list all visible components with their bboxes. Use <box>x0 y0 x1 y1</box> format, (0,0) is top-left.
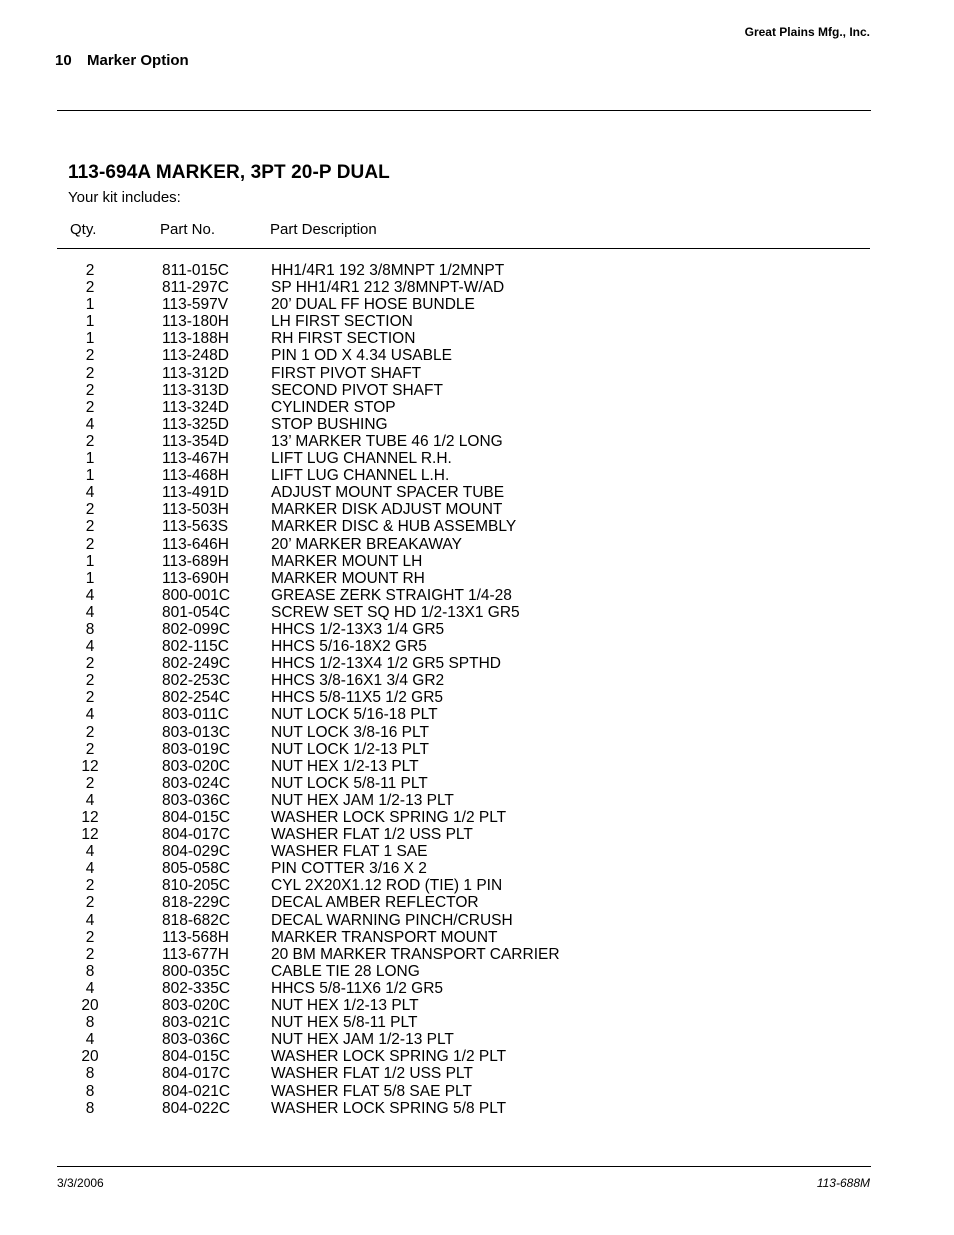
table-row <box>0 262 954 279</box>
part-description: DECAL WARNING PINCH/CRUSH <box>271 911 513 929</box>
part-description: NUT HEX 1/2-13 PLT <box>271 757 419 775</box>
part-description: WASHER LOCK SPRING 1/2 PLT <box>271 1048 507 1066</box>
part-qty: 2 <box>85 894 95 912</box>
part-description: HH1/4R1 192 3/8MNPT 1/2MNPT <box>271 262 505 279</box>
part-description: LIFT LUG CHANNEL R.H. <box>271 450 452 468</box>
table-row <box>0 1048 954 1065</box>
table-row <box>0 877 954 894</box>
part-qty: 2 <box>85 381 95 399</box>
table-row <box>0 724 954 741</box>
table-row <box>0 963 954 980</box>
part-number: 802-099C <box>162 620 231 638</box>
table-row <box>0 416 954 433</box>
part-qty: 1 <box>85 450 95 468</box>
part-number: 113-312D <box>162 364 229 382</box>
part-number: 804-022C <box>162 1099 231 1117</box>
part-number: 113-180H <box>162 313 229 331</box>
table-row <box>0 929 954 946</box>
part-description: HHCS 5/8-11X5 1/2 GR5 <box>271 689 444 707</box>
part-qty: 4 <box>85 979 95 997</box>
part-qty: 2 <box>85 774 95 792</box>
part-description: NUT HEX 5/8-11 PLT <box>271 1014 418 1032</box>
table-row <box>0 518 954 535</box>
table-row <box>0 433 954 450</box>
table-row <box>0 792 954 809</box>
part-number: 113-689H <box>162 552 229 570</box>
part-qty: 2 <box>85 723 95 741</box>
part-number: 805-058C <box>162 860 231 878</box>
part-qty: 2 <box>85 655 95 673</box>
kit-title: 113-694A MARKER, 3PT 20-P DUAL <box>68 162 390 183</box>
part-description: MARKER DISC & HUB ASSEMBLY <box>271 518 517 536</box>
part-description: MARKER MOUNT RH <box>271 569 425 587</box>
table-row <box>0 536 954 553</box>
part-number: 810-205C <box>162 877 231 895</box>
part-qty: 4 <box>85 603 95 621</box>
table-row <box>0 1065 954 1082</box>
part-description: CABLE TIE 28 LONG <box>271 962 420 980</box>
part-qty: 8 <box>85 1082 95 1100</box>
table-row <box>0 365 954 382</box>
part-qty: 2 <box>85 347 95 365</box>
table-row <box>0 809 954 826</box>
part-number: 804-017C <box>162 826 231 844</box>
table-row <box>0 279 954 296</box>
part-description: WASHER LOCK SPRING 1/2 PLT <box>271 809 507 826</box>
part-qty: 2 <box>85 928 95 946</box>
part-qty: 1 <box>85 296 95 314</box>
section-header <box>55 52 189 69</box>
table-row <box>0 775 954 792</box>
part-number: 803-011C <box>162 706 229 724</box>
part-qty: 8 <box>85 1065 95 1083</box>
table-row <box>0 1014 954 1031</box>
table-row <box>0 399 954 416</box>
part-qty: 2 <box>85 518 95 536</box>
column-header-qty: Qty. <box>70 221 97 238</box>
part-description: SECOND PIVOT SHAFT <box>271 381 443 399</box>
part-description: STOP BUSHING <box>271 415 388 433</box>
table-row <box>0 1100 954 1117</box>
table-row <box>0 843 954 860</box>
part-qty: 2 <box>85 262 95 279</box>
part-qty: 20 <box>81 1048 99 1066</box>
part-number: 113-313D <box>162 381 229 399</box>
part-number: 801-054C <box>162 603 231 621</box>
part-number: 803-021C <box>162 1014 231 1032</box>
part-description: WASHER FLAT 1 SAE <box>271 843 428 861</box>
column-header-part-no: Part No. <box>160 221 216 238</box>
part-description: RH FIRST SECTION <box>271 330 416 348</box>
part-description: PIN 1 OD X 4.34 USABLE <box>271 347 452 365</box>
table-row <box>0 980 954 997</box>
part-number: 804-015C <box>162 1048 231 1066</box>
part-number: 802-115C <box>162 638 229 656</box>
part-number: 113-325D <box>162 415 229 433</box>
part-qty: 2 <box>85 432 95 450</box>
part-qty: 1 <box>85 569 95 587</box>
part-qty: 2 <box>85 398 95 416</box>
part-number: 804-017C <box>162 1065 231 1083</box>
part-qty: 2 <box>85 945 95 963</box>
part-number: 113-568H <box>162 928 229 946</box>
table-row <box>0 706 954 723</box>
part-number: 800-035C <box>162 962 231 980</box>
part-qty: 4 <box>85 791 95 809</box>
part-number: 113-597V <box>162 296 229 314</box>
table-row <box>0 1083 954 1100</box>
part-number: 811-015C <box>162 262 229 279</box>
part-qty: 4 <box>85 911 95 929</box>
footer-divider <box>57 1166 871 1167</box>
part-description: MARKER DISK ADJUST MOUNT <box>271 501 503 519</box>
part-qty: 4 <box>85 415 95 433</box>
part-qty: 2 <box>85 672 95 690</box>
part-description: LH FIRST SECTION <box>271 313 413 331</box>
part-description: ADJUST MOUNT SPACER TUBE <box>271 484 505 502</box>
part-number: 802-335C <box>162 979 231 997</box>
table-row <box>0 860 954 877</box>
part-number: 113-677H <box>162 945 229 963</box>
part-number: 803-013C <box>162 723 231 741</box>
part-number: 113-690H <box>162 569 229 587</box>
section-title: Marker Option <box>87 52 189 69</box>
part-qty: 1 <box>85 467 95 485</box>
part-number: 113-467H <box>162 450 229 468</box>
table-row <box>0 313 954 330</box>
part-description: CYL 2X20X1.12 ROD (TIE) 1 PIN <box>271 877 503 895</box>
part-description: NUT HEX 1/2-13 PLT <box>271 997 419 1015</box>
part-qty: 2 <box>85 740 95 758</box>
part-description: NUT HEX JAM 1/2-13 PLT <box>271 1031 454 1049</box>
part-description: HHCS 3/8-16X1 3/4 GR2 <box>271 672 445 690</box>
part-qty: 8 <box>85 1099 95 1117</box>
column-header-description: Part Description <box>270 221 377 238</box>
part-qty: 20 <box>81 997 99 1015</box>
part-number: 113-324D <box>162 398 229 416</box>
part-number: 802-254C <box>162 689 231 707</box>
part-qty: 1 <box>85 313 95 331</box>
part-description: NUT LOCK 3/8-16 PLT <box>271 723 429 741</box>
part-qty: 2 <box>85 364 95 382</box>
table-row <box>0 296 954 313</box>
table-row <box>0 655 954 672</box>
table-row <box>0 382 954 399</box>
part-description: NUT LOCK 5/16-18 PLT <box>271 706 438 724</box>
part-description: WASHER LOCK SPRING 5/8 PLT <box>271 1099 507 1117</box>
part-qty: 4 <box>85 484 95 502</box>
table-row <box>0 621 954 638</box>
part-description: MARKER MOUNT LH <box>271 552 423 570</box>
table-row <box>0 826 954 843</box>
table-row <box>0 501 954 518</box>
table-row <box>0 689 954 706</box>
table-row <box>0 672 954 689</box>
part-description: WASHER FLAT 5/8 SAE PLT <box>271 1082 472 1100</box>
part-number: 113-646H <box>162 535 229 553</box>
part-number: 803-019C <box>162 740 231 758</box>
part-qty: 4 <box>85 1031 95 1049</box>
part-description: WASHER FLAT 1/2 USS PLT <box>271 826 473 844</box>
column-header-divider <box>57 248 870 249</box>
footer-date: 3/3/2006 <box>57 1176 104 1190</box>
part-description: CYLINDER STOP <box>271 398 396 416</box>
part-description: SP HH1/4R1 212 3/8MNPT-W/AD <box>271 279 505 297</box>
part-qty: 2 <box>85 689 95 707</box>
part-number: 113-248D <box>162 347 229 365</box>
part-number: 113-188H <box>162 330 229 348</box>
page-number: 10 <box>55 52 72 69</box>
part-number: 803-036C <box>162 791 231 809</box>
part-qty: 8 <box>85 962 95 980</box>
part-number: 113-503H <box>162 501 229 519</box>
table-row <box>0 484 954 501</box>
part-description: LIFT LUG CHANNEL L.H. <box>271 467 450 485</box>
part-number: 803-024C <box>162 774 231 792</box>
part-description: 13’ MARKER TUBE 46 1/2 LONG <box>271 432 503 450</box>
part-qty: 2 <box>85 877 95 895</box>
table-row <box>0 946 954 963</box>
part-qty: 2 <box>85 535 95 553</box>
table-row <box>0 604 954 621</box>
part-description: SCREW SET SQ HD 1/2-13X1 GR5 <box>271 603 520 621</box>
part-description: DECAL AMBER REFLECTOR <box>271 894 479 912</box>
part-qty: 1 <box>85 330 95 348</box>
part-number: 818-682C <box>162 911 231 929</box>
part-description: FIRST PIVOT SHAFT <box>271 364 422 382</box>
part-description: 20 BM MARKER TRANSPORT CARRIER <box>271 945 560 963</box>
part-description: HHCS 1/2-13X3 1/4 GR5 <box>271 620 445 638</box>
part-number: 811-297C <box>162 279 229 297</box>
part-description: NUT HEX JAM 1/2-13 PLT <box>271 791 454 809</box>
part-number: 802-253C <box>162 672 231 690</box>
part-number: 800-001C <box>162 586 231 604</box>
part-qty: 8 <box>85 1014 95 1032</box>
table-row <box>0 638 954 655</box>
part-qty: 4 <box>85 843 95 861</box>
part-qty: 12 <box>81 826 99 844</box>
table-row <box>0 330 954 347</box>
part-number: 803-020C <box>162 997 231 1015</box>
part-qty: 12 <box>81 809 99 826</box>
part-qty: 12 <box>81 757 99 775</box>
part-number: 818-229C <box>162 894 231 912</box>
part-description: 20’ DUAL FF HOSE BUNDLE <box>271 296 475 314</box>
part-qty: 2 <box>85 279 95 297</box>
part-qty: 4 <box>85 586 95 604</box>
part-description: HHCS 5/16-18X2 GR5 <box>271 638 427 656</box>
part-description: NUT LOCK 5/8-11 PLT <box>271 774 428 792</box>
table-row <box>0 450 954 467</box>
part-number: 113-491D <box>162 484 229 502</box>
table-row <box>0 570 954 587</box>
table-row <box>0 894 954 911</box>
part-qty: 1 <box>85 552 95 570</box>
part-qty: 4 <box>85 638 95 656</box>
table-row <box>0 1031 954 1048</box>
company-name: Great Plains Mfg., Inc. <box>744 25 870 39</box>
part-description: HHCS 5/8-11X6 1/2 GR5 <box>271 979 444 997</box>
part-description: GREASE ZERK STRAIGHT 1/4-28 <box>271 586 512 604</box>
table-row <box>0 347 954 364</box>
table-row <box>0 587 954 604</box>
part-number: 803-020C <box>162 757 231 775</box>
part-qty: 8 <box>85 620 95 638</box>
part-qty: 2 <box>85 501 95 519</box>
table-row <box>0 467 954 484</box>
part-number: 802-249C <box>162 655 231 673</box>
part-number: 113-468H <box>162 467 229 485</box>
part-number: 804-029C <box>162 843 231 861</box>
header-divider <box>57 110 871 111</box>
part-number: 113-563S <box>162 518 229 536</box>
part-qty: 4 <box>85 706 95 724</box>
table-row <box>0 997 954 1014</box>
part-number: 804-015C <box>162 809 231 826</box>
parts-list <box>0 262 954 1117</box>
part-description: HHCS 1/2-13X4 1/2 GR5 SPTHD <box>271 655 502 673</box>
part-description: WASHER FLAT 1/2 USS PLT <box>271 1065 473 1083</box>
part-number: 804-021C <box>162 1082 231 1100</box>
part-number: 113-354D <box>162 432 229 450</box>
footer-doc-number: 113-688M <box>816 1176 870 1190</box>
kit-intro: Your kit includes: <box>68 189 181 206</box>
table-row <box>0 758 954 775</box>
part-qty: 4 <box>85 860 95 878</box>
part-description: 20’ MARKER BREAKAWAY <box>271 535 462 553</box>
part-description: PIN COTTER 3/16 X 2 <box>271 860 427 878</box>
part-description: MARKER TRANSPORT MOUNT <box>271 928 498 946</box>
part-description: NUT LOCK 1/2-13 PLT <box>271 740 429 758</box>
table-row <box>0 912 954 929</box>
table-row <box>0 741 954 758</box>
table-row <box>0 553 954 570</box>
part-number: 803-036C <box>162 1031 231 1049</box>
